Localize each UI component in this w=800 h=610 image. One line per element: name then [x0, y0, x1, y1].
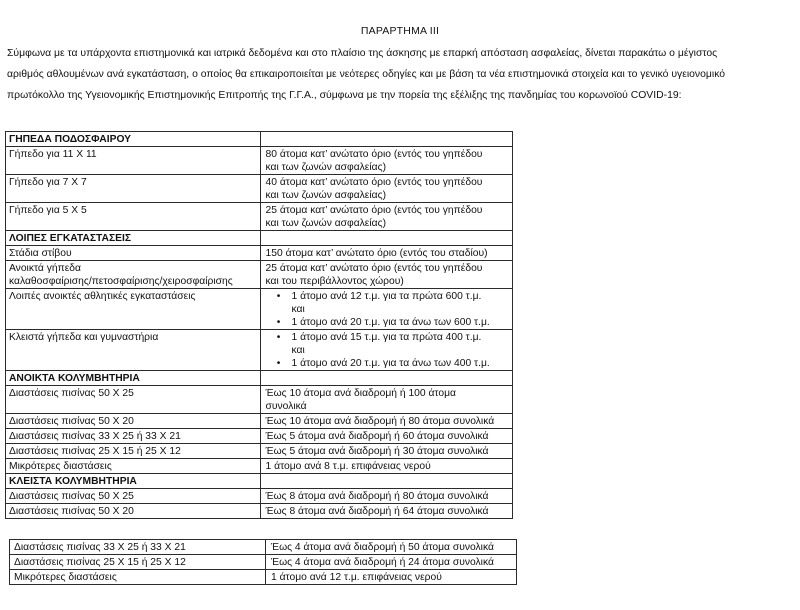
facility-cell: Διαστάσεις πισίνας 50 Χ 25 — [6, 386, 261, 414]
limit-cell: 1 άτομο ανά 8 τ.μ. επιφάνειας νερού — [260, 459, 512, 474]
section-header-other: ΛΟΙΠΕΣ ΕΓΚΑΤΑΣΤΑΣΕΙΣ — [6, 231, 261, 246]
table-row — [6, 489, 513, 504]
table-row — [6, 175, 513, 203]
capacity-table-continued — [9, 539, 517, 585]
bullet-item — [266, 331, 509, 344]
limit-line: και των ζωνών ασφαλείας) — [265, 162, 387, 173]
table-row — [10, 555, 517, 570]
limit-line: συνολικά — [265, 401, 307, 412]
table-row — [10, 540, 517, 555]
section-header-football: ΓΗΠΕΔΑ ΠΟΔΟΣΦΑΙΡΟΥ — [6, 132, 261, 147]
bullet-item — [266, 316, 509, 329]
facility-cell: Κλειστά γήπεδα και γυμναστήρια — [6, 330, 261, 371]
limit-cell: Έως 8 άτομα ανά διαδρομή ή 80 άτομα συνολικά — [260, 489, 512, 504]
limit-cell: Έως 5 άτομα ανά διαδρομή ή 60 άτομα συνολικά — [260, 429, 512, 444]
facility-cell: Διαστάσεις πισίνας 33 Χ 25 ή 33 Χ 21 — [10, 540, 266, 555]
limit-cell: Έως 5 άτομα ανά διαδρομή ή 30 άτομα συνολικά — [260, 444, 512, 459]
bullet-text: 1 άτομο ανά 12 τ.μ. για τα πρώτα 600 τ.μ. — [291, 291, 482, 302]
table-row — [6, 246, 513, 261]
bullet-icon: • — [276, 317, 281, 328]
intro-line: Σύμφωνα με τα υπάρχοντα επιστημονικά και ιατρικά δεδομένα και στο πλαίσιο της άσκησης με επαρκή απόσταση ασφαλείας, δίνεται παρακάτω ο μέγιστος — [7, 48, 718, 59]
table-row — [6, 330, 513, 371]
table-row — [6, 147, 513, 175]
section-header-row — [6, 371, 513, 386]
table-row — [6, 289, 513, 330]
bullet-text: 1 άτομο ανά 15 τ.μ. για τα πρώτα 400 τ.μ. — [291, 332, 482, 343]
facility-cell: Λοιπές ανοικτές αθλητικές εγκαταστάσεις — [6, 289, 261, 330]
bullet-icon: • — [276, 291, 281, 302]
limit-cell — [260, 289, 512, 330]
table-row — [6, 386, 513, 414]
table-row — [6, 444, 513, 459]
bullet-item — [266, 290, 509, 303]
section-header-row — [6, 474, 513, 489]
facility-cell: Διαστάσεις πισίνας 25 Χ 15 ή 25 Χ 12 — [6, 444, 261, 459]
section-header-row — [6, 132, 513, 147]
limit-cell — [260, 203, 512, 231]
limit-cell — [260, 330, 512, 371]
limit-line: Έως 10 άτομα ανά διαδρομή ή 100 άτομα — [265, 388, 456, 399]
facility-cell: Διαστάσεις πισίνας 50 Χ 20 — [6, 414, 261, 429]
limit-line: και των ζωνών ασφαλείας) — [265, 218, 387, 229]
limit-cell: Έως 10 άτομα ανά διαδρομή ή 80 άτομα συνολικά — [260, 414, 512, 429]
bullet-item — [266, 357, 509, 370]
joiner-text: και — [291, 345, 305, 356]
limit-line: 25 άτομα κατ’ ανώτατο όριο (εντός του γηπέδου — [265, 263, 483, 274]
table-row — [6, 203, 513, 231]
capacity-table — [5, 131, 513, 519]
limit-line: 40 άτομα κατ’ ανώτατο όριο (εντός του γηπέδου — [265, 177, 483, 188]
facility-cell: Μικρότερες διαστάσεις — [10, 570, 266, 585]
table-row — [6, 429, 513, 444]
table-row — [10, 570, 517, 585]
facility-cell: Γήπεδο για 11 Χ 11 — [6, 147, 261, 175]
page-title: ΠΑΡΑΡΤΗΜΑ ΙΙΙ — [360, 25, 440, 37]
facility-cell: Στάδια στίβου — [6, 246, 261, 261]
limit-cell: Έως 4 άτομα ανά διαδρομή ή 50 άτομα συνολικά — [266, 540, 517, 555]
bullet-icon: • — [276, 358, 281, 369]
table-row — [6, 414, 513, 429]
limit-cell: Έως 8 άτομα ανά διαδρομή ή 64 άτομα συνολικά — [260, 504, 512, 519]
facility-line: καλαθοσφαίρισης/πετοσφαίρισης/χειροσφαίρισης — [9, 276, 233, 287]
section-header-row — [6, 231, 513, 246]
facility-cell: Διαστάσεις πισίνας 25 Χ 15 ή 25 Χ 12 — [10, 555, 266, 570]
limit-cell — [260, 261, 512, 289]
limit-cell — [260, 147, 512, 175]
intro-line: πρωτόκολλο της Υγειονομικής Επιστημονικής Επιτροπής της Γ.Γ.Α., σύμφωνα με την πορεία της εξέλιξης της πανδημίας του κορωνοϊού COVID-19: — [7, 90, 682, 101]
section-header-open-pools: ΑΝΟΙΚΤΑ ΚΟΛΥΜΒΗΤΗΡΙΑ — [6, 371, 261, 386]
bullet-text: 1 άτομο ανά 20 τ.μ. για τα άνω των 600 τ.μ. — [291, 317, 490, 328]
joiner-text: και — [291, 304, 305, 315]
intro-line: αριθμός αθλουμένων ανά εγκατάσταση, ο οποίος θα επικαιροποιείται με νεότερες οδηγίες και με βάση τα νέα επιστημονικά στοιχεία και το γενικό υγειονομικό — [7, 69, 726, 80]
limit-line: 80 άτομα κατ’ ανώτατο όριο (εντός του γηπέδου — [265, 149, 483, 160]
facility-cell: Γήπεδο για 5 Χ 5 — [6, 203, 261, 231]
limit-cell: 1 άτομο ανά 12 τ.μ. επιφάνειας νερού — [266, 570, 517, 585]
limit-line: και των ζωνών ασφαλείας) — [265, 190, 387, 201]
facility-cell: Διαστάσεις πισίνας 50 Χ 20 — [6, 504, 261, 519]
limit-line: και του περιβάλλοντος χώρου) — [265, 276, 404, 287]
facility-cell — [6, 261, 261, 289]
facility-line: Ανοικτά γήπεδα — [9, 263, 81, 274]
facility-cell: Διαστάσεις πισίνας 50 Χ 25 — [6, 489, 261, 504]
facility-cell: Διαστάσεις πισίνας 33 Χ 25 ή 33 Χ 21 — [6, 429, 261, 444]
table-row — [6, 261, 513, 289]
limit-line: 25 άτομα κατ’ ανώτατο όριο (εντός του γηπέδου — [265, 205, 483, 216]
limit-cell — [260, 175, 512, 203]
limit-cell — [260, 386, 512, 414]
table-row — [6, 459, 513, 474]
facility-cell: Γήπεδο για 7 Χ 7 — [6, 175, 261, 203]
bullet-text: 1 άτομο ανά 20 τ.μ. για τα άνω των 400 τ.μ. — [291, 358, 490, 369]
section-header-closed-pools: ΚΛΕΙΣΤΑ ΚΟΛΥΜΒΗΤΗΡΙΑ — [6, 474, 261, 489]
table-row — [6, 504, 513, 519]
bullet-icon: • — [276, 332, 281, 343]
limit-cell: Έως 4 άτομα ανά διαδρομή ή 24 άτομα συνολικά — [266, 555, 517, 570]
facility-cell: Μικρότερες διαστάσεις — [6, 459, 261, 474]
intro-paragraph — [7, 43, 795, 106]
limit-cell: 150 άτομα κατ’ ανώτατο όριο (εντός του σταδίου) — [260, 246, 512, 261]
